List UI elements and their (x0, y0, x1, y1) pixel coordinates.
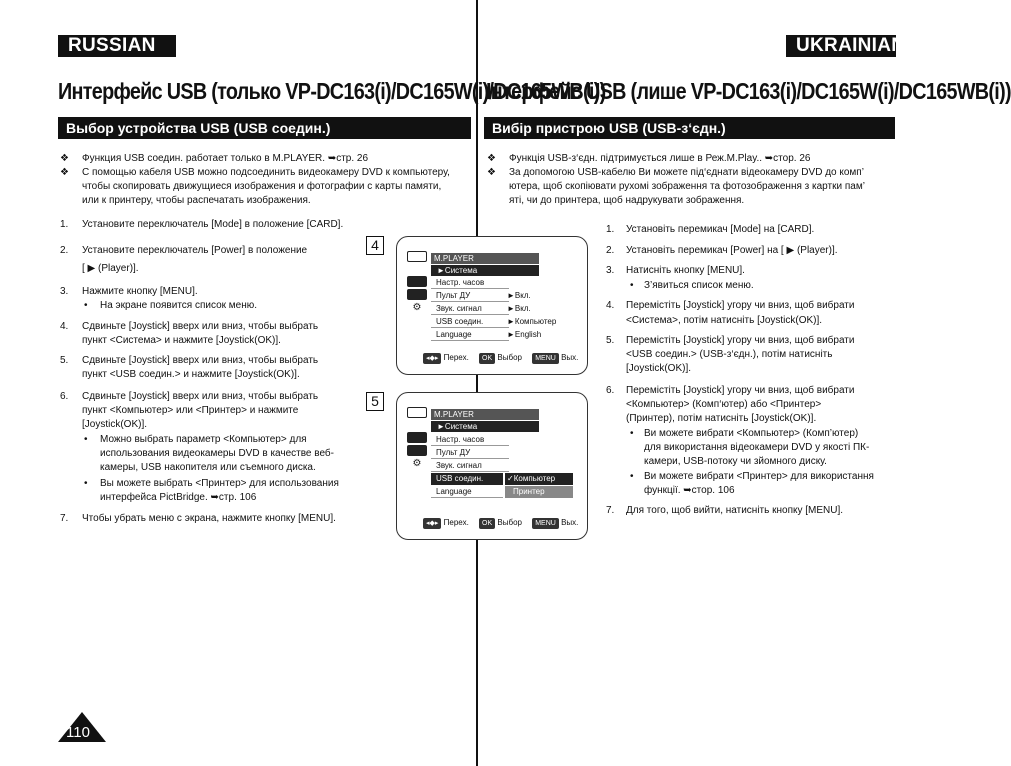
step-text: [ ▶ (Player)]. (82, 263, 139, 274)
sub-text: Вы можете выбрать <Принтер> для использования (100, 478, 339, 489)
bullet-text: яті, чи до принтера, щоб надрукувати зображення. (509, 195, 745, 206)
step-text: <Компьютер> (Комп‘ютер) або <Принтер> (626, 399, 822, 410)
sub-text: На экране появится список меню. (100, 300, 258, 311)
step-number: 7. (606, 505, 615, 516)
player-icon (407, 251, 427, 262)
menu-header: M.PLAYER (431, 253, 539, 264)
menu-item[interactable]: Пульт ДУ (431, 290, 509, 302)
step-number: 6. (60, 391, 69, 402)
camera-icon (407, 289, 427, 300)
menu-footer (423, 517, 578, 529)
step-text: Сдвиньте [Joystick] вверх или вниз, чтобы выбрать (82, 391, 319, 402)
menu-item-selected[interactable]: ►Система (431, 421, 539, 432)
step-text: Нажмите кнопку [MENU]. (82, 286, 198, 297)
step-5-marker: 5 (366, 392, 384, 411)
menu-sidebar-icons (407, 251, 427, 315)
step-text: Установите переключатель [Mode] в положение [CARD]. (82, 219, 344, 230)
menu-header: M.PLAYER (431, 409, 539, 420)
step-text: <USB соедин.> (USB-з‘єдн.), потім натисніть (626, 349, 833, 360)
player-icon (407, 407, 427, 418)
sub-bullet: • (84, 478, 88, 489)
step-text: Установіть перемикач [Mode] на [CARD]. (626, 224, 815, 235)
language-label-ukrainian: UKRAINIAN (786, 35, 896, 57)
menu-value: ►Компьютер (507, 317, 557, 326)
step-text: Перемістіть [Joystick] угору чи вниз, щоб вибрати (626, 335, 855, 346)
step-number: 2. (606, 245, 615, 256)
step-text: пункт <Компьютер> или <Принтер> и нажмите (82, 405, 299, 416)
footer-select: Выбор (497, 353, 522, 362)
menu-sidebar-icons (407, 407, 427, 471)
sub-bullet: • (630, 280, 634, 291)
page-title-ukrainian: Інтерфейс USB (лише VP-DC163(i)/DC165W(i)/DC165WB(i)) (486, 78, 1011, 104)
step-number: 3. (606, 265, 615, 276)
step-text: пункт <Система> и нажмите [Joystick(OK)]. (82, 335, 281, 346)
bullet-icon: ❖ (487, 153, 496, 164)
step-text: [Joystick(OK)]. (82, 419, 148, 430)
menu-key: MENU (532, 353, 559, 364)
step-number: 2. (60, 245, 69, 256)
footer-exit: Вых. (561, 518, 579, 527)
menu-item[interactable]: Настр. часов (431, 434, 509, 446)
step-text: Перемістіть [Joystick] угору чи вниз, щоб вибрати (626, 385, 855, 396)
menu-item[interactable]: Звук. сигнал (431, 303, 509, 315)
bullet-icon: ❖ (487, 167, 496, 178)
sub-bullet: • (630, 471, 634, 482)
option-computer[interactable]: ✓Компьютер (505, 473, 573, 485)
sub-text: использования видеокамеры DVD в качестве веб- (100, 448, 334, 459)
language-label-russian: RUSSIAN (58, 35, 176, 57)
step-text: [Joystick(OK)]. (626, 363, 692, 374)
camera-icon (407, 445, 427, 456)
menu-value: ►English (507, 330, 542, 339)
bullet-text: За допомогою USB-кабелю Ви можете під‘єднати відеокамеру DVD до комп’ (509, 167, 864, 178)
menu-item[interactable]: Звук. сигнал (431, 460, 509, 472)
step-number: 7. (60, 513, 69, 524)
sub-text: Ви можете вибрати <Принтер> для використання (644, 471, 874, 482)
sub-text: Ви можете вибрати <Компьютер> (Комп’ютер) (644, 428, 859, 439)
menu-item[interactable]: Language (431, 486, 503, 498)
menu-item[interactable]: Настр. часов (431, 277, 509, 289)
menu-footer (423, 352, 578, 364)
bullet-text: или к принтеру, чтобы распечатать изображения. (82, 195, 311, 206)
footer-move: Перех. (443, 353, 469, 362)
step-text: Для того, щоб вийти, натисніть кнопку [MENU]. (626, 505, 844, 516)
footer-select: Выбор (497, 518, 522, 527)
menu-item[interactable]: USB соедин. (431, 316, 509, 328)
sub-text: функції. ➥стор. 106 (644, 485, 735, 496)
menu-item[interactable]: Language (431, 329, 509, 341)
joystick-icon: ◂◆▸ (423, 518, 441, 529)
page-title-russian: Интерфейс USB (только VP-DC163(i)/DC165W(i)/DC165WB(i)) (58, 78, 606, 104)
step-text: Установіть перемикач [Power] на [ ▶ (Player)]. (626, 245, 838, 256)
step-number: 1. (60, 219, 69, 230)
bullet-text: Функция USB соедин. работает только в M.PLAYER. ➥стр. 26 (82, 153, 369, 164)
option-printer[interactable]: Принтер (505, 486, 573, 498)
step-text: Установите переключатель [Power] в положение (82, 245, 308, 256)
menu-key: MENU (532, 518, 559, 529)
menu-value: ►Вкл. (507, 304, 531, 313)
step-text: пункт <USB соедин.> и нажмите [Joystick(OK)]. (82, 369, 300, 380)
camera-menu-screen-5 (396, 392, 588, 540)
card-icon (407, 432, 427, 443)
bullet-text: ютера, щоб скопіювати рухомі зображення та фотозображення з картки пам’ (509, 181, 865, 192)
sub-bullet: • (630, 428, 634, 439)
menu-item[interactable]: Пульт ДУ (431, 447, 509, 459)
section-header-ukrainian: Вибір пристрою USB (USB-з‘єдн.) (484, 117, 895, 139)
bullet-icon: ❖ (60, 153, 69, 164)
step-text: Сдвиньте [Joystick] вверх или вниз, чтобы выбрать (82, 321, 319, 332)
step-text: (Принтер), потім натисніть [Joystick(OK)]. (626, 413, 817, 424)
bullet-text: Функція USB-з‘єдн. підтримується лише в Реж.M.Play.. ➥стор. 26 (509, 153, 811, 164)
bullet-text: С помощью кабеля USB можно подсоединить видеокамеру DVD к компьютеру, (82, 167, 450, 178)
sub-text: З’явиться список меню. (644, 280, 754, 291)
bullet-icon: ❖ (60, 167, 69, 178)
footer-move: Перех. (443, 518, 469, 527)
step-text: Сдвиньте [Joystick] вверх или вниз, чтобы выбрать (82, 355, 319, 366)
sub-bullet: • (84, 300, 88, 311)
step-number: 4. (60, 321, 69, 332)
menu-item-usb-selected[interactable]: USB соедин. (431, 473, 503, 485)
step-number: 5. (60, 355, 69, 366)
page-number: 110 (66, 724, 90, 741)
sub-text: интерфейса PictBridge. ➥стр. 106 (100, 492, 257, 503)
settings-icon: ⚙ (412, 458, 422, 469)
sub-bullet: • (84, 434, 88, 445)
step-number: 1. (606, 224, 615, 235)
menu-item-selected[interactable]: ►Система (431, 265, 539, 276)
step-text: Чтобы убрать меню с экрана, нажмите кнопку [MENU]. (82, 513, 336, 524)
footer-exit: Вых. (561, 353, 579, 362)
menu-value: ►Вкл. (507, 291, 531, 300)
step-text: Натисніть кнопку [MENU]. (626, 265, 745, 276)
bullet-text: чтобы скопировать движущиеся изображения и фотографии с карты памяти, (82, 181, 442, 192)
step-number: 5. (606, 335, 615, 346)
step-text: <Система>, потім натисніть [Joystick(OK)]. (626, 315, 823, 326)
camera-menu-screen-4 (396, 236, 588, 375)
joystick-icon: ◂◆▸ (423, 353, 441, 364)
ok-key: OK (479, 353, 495, 364)
step-number: 3. (60, 286, 69, 297)
sub-text: Можно выбрать параметр <Компьютер> для (100, 434, 307, 445)
sub-text: для використання відеокамери DVD у якості ПК- (644, 442, 870, 453)
step-number: 4. (606, 300, 615, 311)
card-icon (407, 276, 427, 287)
column-divider (476, 0, 478, 766)
section-header-russian: Выбор устройства USB (USB соедин.) (58, 117, 471, 139)
step-number: 6. (606, 385, 615, 396)
step-4-marker: 4 (366, 236, 384, 255)
sub-text: камери, USB-потоку чи зйомного диску. (644, 456, 827, 467)
sub-text: камеры, USB накопителя или съемного диска. (100, 462, 316, 473)
settings-icon: ⚙ (412, 302, 422, 313)
step-text: Перемістіть [Joystick] угору чи вниз, щоб вибрати (626, 300, 855, 311)
ok-key: OK (479, 518, 495, 529)
